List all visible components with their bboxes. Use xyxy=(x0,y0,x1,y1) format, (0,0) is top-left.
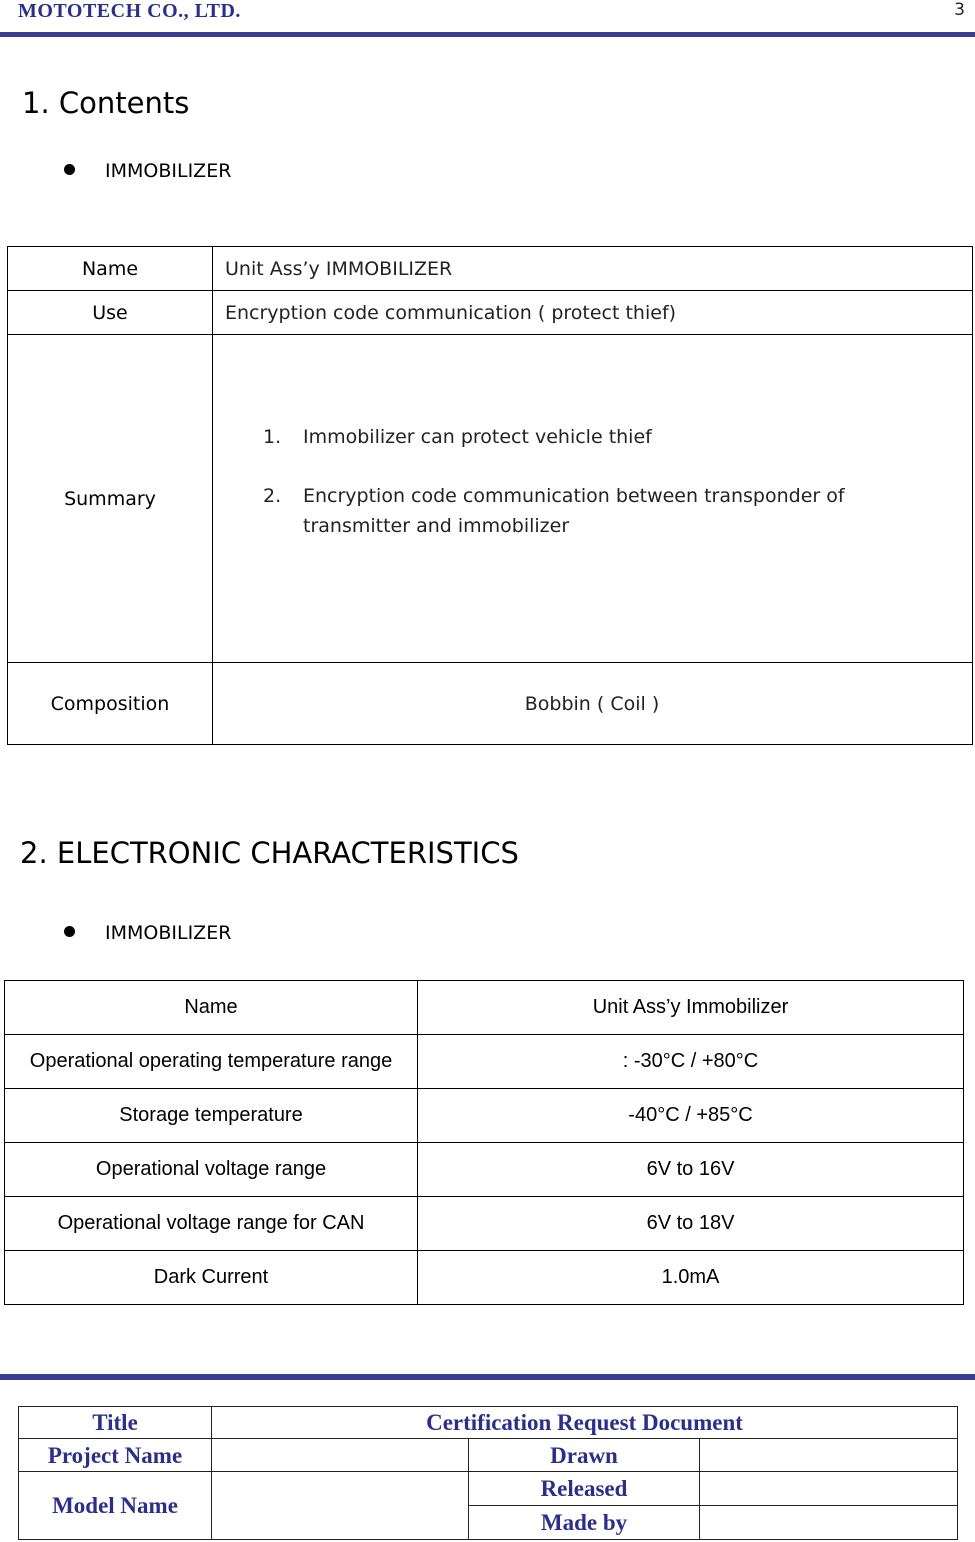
name-label: Name xyxy=(8,247,213,291)
bullet-dot-icon xyxy=(64,164,75,175)
title-label: Title xyxy=(19,1407,212,1439)
summary-item-number: 2. xyxy=(263,485,282,507)
model-name-label: Model Name xyxy=(19,1472,212,1540)
row-label: Operational voltage range xyxy=(5,1143,418,1197)
summary-item-text: Immobilizer can protect vehicle thief xyxy=(303,426,652,448)
bullet-dot-icon xyxy=(64,926,75,937)
section-1-bullet xyxy=(64,160,231,182)
released-label: Released xyxy=(469,1472,700,1506)
row-label: Name xyxy=(5,981,418,1035)
project-name-label: Project Name xyxy=(19,1439,212,1472)
table-row xyxy=(5,1143,964,1197)
use-value: Encryption code communication ( protect thief) xyxy=(213,291,973,335)
summary-item xyxy=(263,423,932,451)
table-row xyxy=(19,1472,958,1506)
summary-label: Summary xyxy=(8,335,213,663)
row-value: Unit Ass’y Immobilizer xyxy=(418,981,964,1035)
row-value: : -30°C / +80°C xyxy=(418,1035,964,1089)
project-name-value xyxy=(212,1439,469,1472)
table-row xyxy=(19,1407,958,1439)
page-number: 3 xyxy=(954,0,965,20)
summary-item xyxy=(263,481,932,541)
table-row xyxy=(5,981,964,1035)
section-2-bullet-text: IMMOBILIZER xyxy=(105,922,232,944)
contents-table xyxy=(7,246,973,745)
row-value: 1.0mA xyxy=(418,1251,964,1305)
table-row xyxy=(19,1439,958,1472)
table-row xyxy=(5,1089,964,1143)
row-label: Operational voltage range for CAN xyxy=(5,1197,418,1251)
row-value: -40°C / +85°C xyxy=(418,1089,964,1143)
company-name: MOTOTECH CO., LTD. xyxy=(18,0,241,22)
released-value xyxy=(700,1472,958,1506)
composition-label: Composition xyxy=(8,663,213,745)
table-row xyxy=(8,247,973,291)
summary-item-number: 1. xyxy=(263,426,282,448)
title-value: Certification Request Document xyxy=(212,1407,958,1439)
drawn-value xyxy=(700,1439,958,1472)
summary-cell xyxy=(213,335,973,663)
model-name-value xyxy=(212,1472,469,1540)
section-1-bullet-text: IMMOBILIZER xyxy=(105,160,232,182)
table-row xyxy=(5,1035,964,1089)
name-value: Unit Ass’y IMMOBILIZER xyxy=(213,247,973,291)
table-row xyxy=(8,335,973,663)
drawn-label: Drawn xyxy=(469,1439,700,1472)
table-row xyxy=(8,663,973,745)
section-2-title: 2. ELECTRONIC CHARACTERISTICS xyxy=(20,836,519,870)
table-row xyxy=(8,291,973,335)
use-label: Use xyxy=(8,291,213,335)
section-1-title: 1. Contents xyxy=(22,86,190,120)
made-by-value xyxy=(700,1506,958,1540)
summary-item-text: Encryption code communication between transponder of transmitter and immobilizer xyxy=(303,485,845,537)
table-row xyxy=(5,1251,964,1305)
electronic-characteristics-table xyxy=(4,980,964,1305)
footer-table xyxy=(18,1406,958,1540)
footer-rule xyxy=(0,1374,975,1380)
composition-value: Bobbin ( Coil ) xyxy=(213,663,973,745)
row-value: 6V to 18V xyxy=(418,1197,964,1251)
made-by-label: Made by xyxy=(469,1506,700,1540)
row-label: Dark Current xyxy=(5,1251,418,1305)
header-rule xyxy=(0,32,975,37)
row-value: 6V to 16V xyxy=(418,1143,964,1197)
row-label: Operational operating temperature range xyxy=(5,1035,418,1089)
section-2-bullet xyxy=(64,922,231,944)
row-label: Storage temperature xyxy=(5,1089,418,1143)
table-row xyxy=(5,1197,964,1251)
